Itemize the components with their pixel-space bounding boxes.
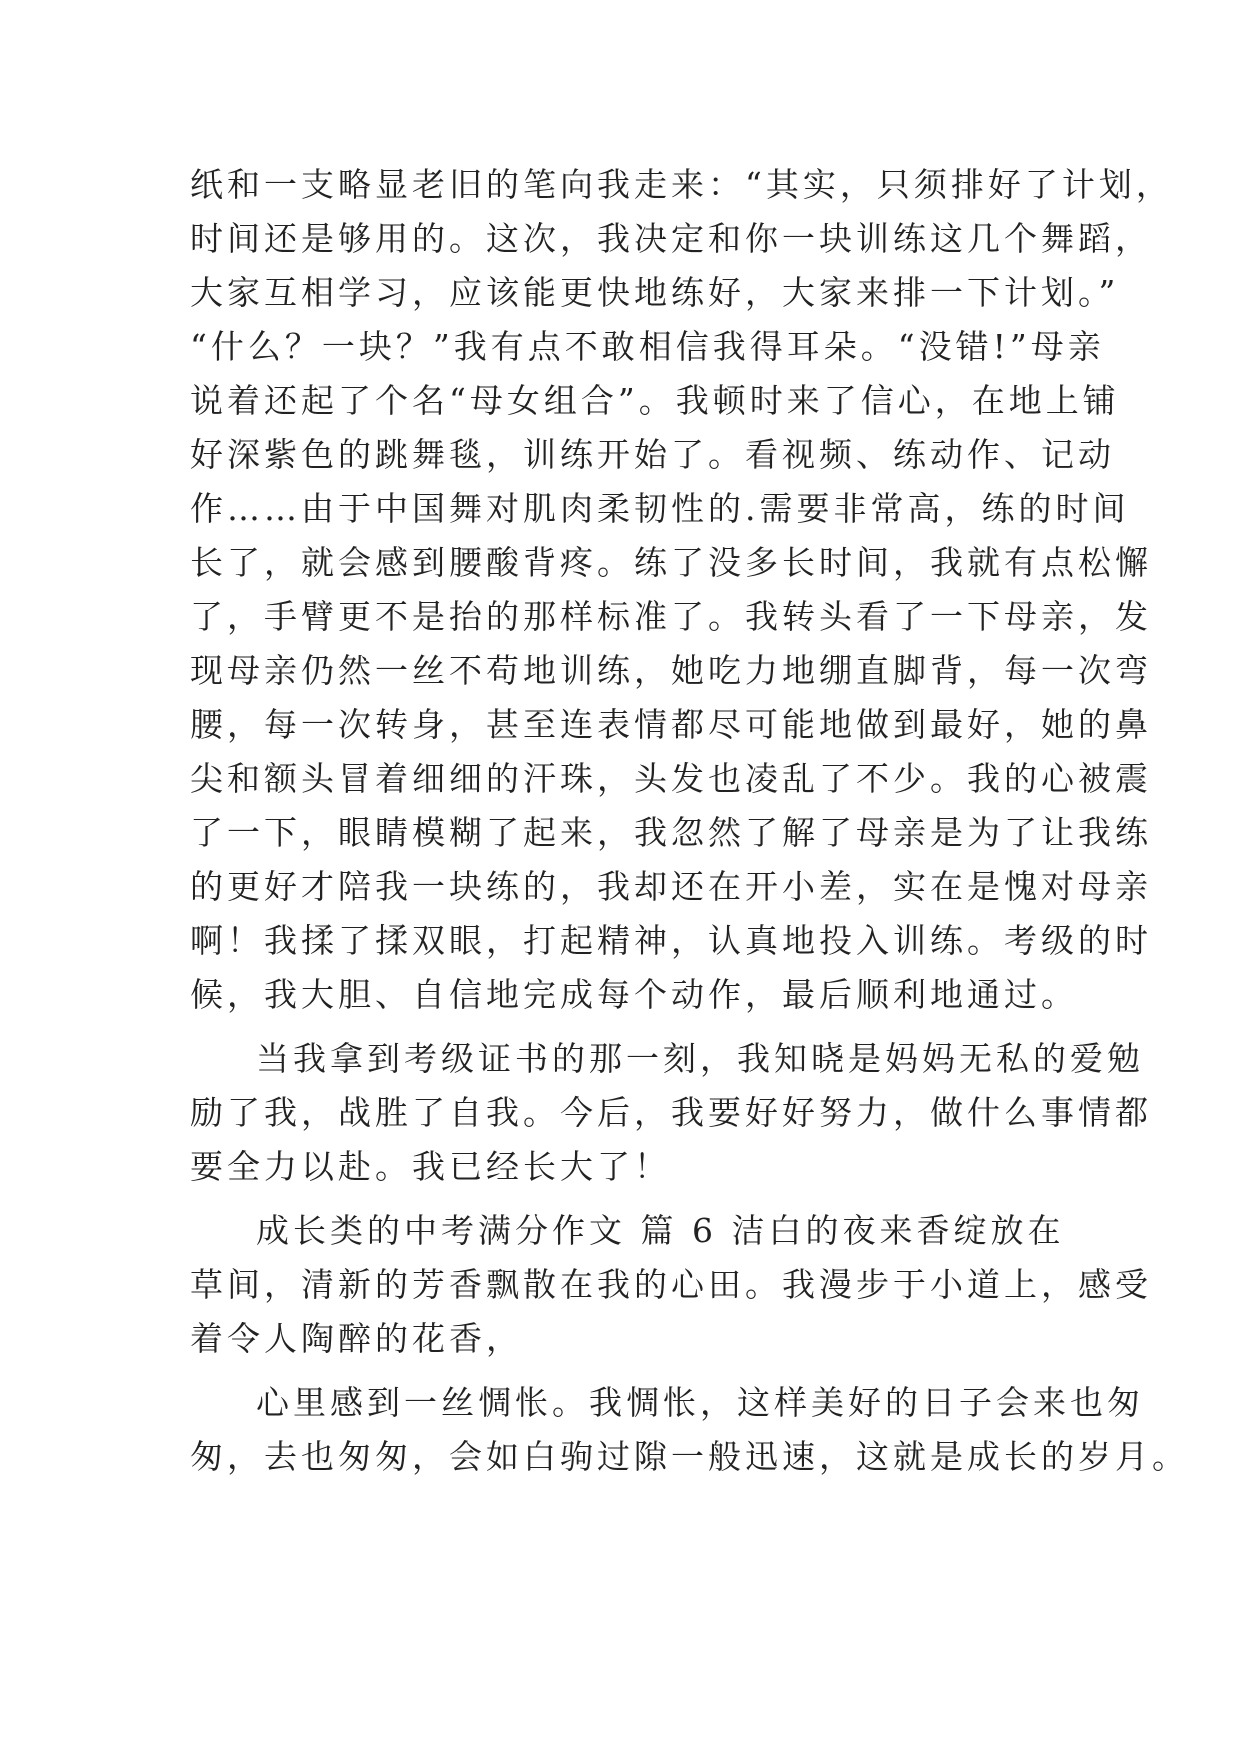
text-line: 纸和一支略显老旧的笔向我走来：“其实，只须排好了计划， bbox=[190, 165, 1173, 204]
text-line: 尖和额头冒着细细的汗珠，头发也凌乱了不少。我的心被震 bbox=[190, 759, 1152, 798]
text-line: 的更好才陪我一块练的，我却还在开小差，实在是愧对母亲 bbox=[190, 867, 1152, 906]
text-line: 说着还起了个名“母女组合”。我顿时来了信心，在地上铺 bbox=[190, 381, 1120, 420]
paragraph-start-line: 心里感到一丝惆怅。我惆怅，这样美好的日子会来也匆 bbox=[256, 1383, 1144, 1422]
text-line: 啊！我揉了揉双眼，打起精神，认真地投入训练。考级的时 bbox=[190, 921, 1152, 960]
text-line: 作……由于中国舞对肌肉柔韧性的.需要非常高，练的时间 bbox=[190, 489, 1130, 528]
text-line: 匆，去也匆匆，会如白驹过隙一般迅速，这就是成长的岁月。 bbox=[190, 1437, 1189, 1476]
text-line: 腰，每一次转身，甚至连表情都尽可能地做到最好，她的鼻 bbox=[190, 705, 1152, 744]
text-line: 大家互相学习，应该能更快地练好，大家来排一下计划。” bbox=[190, 273, 1120, 312]
text-line: 草间，清新的芳香飘散在我的心田。我漫步于小道上，感受 bbox=[190, 1265, 1152, 1304]
body-text bbox=[190, 158, 1189, 1484]
text-line: 现母亲仍然一丝不苟地训练，她吃力地绷直脚背，每一次弯 bbox=[190, 651, 1152, 690]
text-line: 时间还是够用的。这次，我决定和你一块训练这几个舞蹈， bbox=[190, 219, 1152, 258]
text-line: 着令人陶醉的花香， bbox=[190, 1319, 523, 1358]
section-heading-line: 成长类的中考满分作文 篇 6 洁白的夜来香绽放在 bbox=[256, 1211, 1065, 1250]
text-line: 励了我，战胜了自我。今后，我要好好努力，做什么事情都 bbox=[190, 1093, 1152, 1132]
text-line: 候，我大胆、自信地完成每个动作，最后顺利地通过。 bbox=[190, 975, 1078, 1014]
text-line: 了一下，眼睛模糊了起来，我忽然了解了母亲是为了让我练 bbox=[190, 813, 1152, 852]
text-line: 要全力以赴。我已经长大了！ bbox=[190, 1147, 671, 1186]
text-line: “什么？一块？”我有点不敢相信我得耳朵。“没错!”母亲 bbox=[190, 327, 1105, 366]
text-line: 好深紫色的跳舞毯，训练开始了。看视频、练动作、记动 bbox=[190, 435, 1115, 474]
paragraph-start-line: 当我拿到考级证书的那一刻，我知晓是妈妈无私的爱勉 bbox=[256, 1039, 1144, 1078]
text-line: 了，手臂更不是抬的那样标准了。我转头看了一下母亲，发 bbox=[190, 597, 1152, 636]
text-line: 长了，就会感到腰酸背疼。练了没多长时间，我就有点松懈 bbox=[190, 543, 1152, 582]
